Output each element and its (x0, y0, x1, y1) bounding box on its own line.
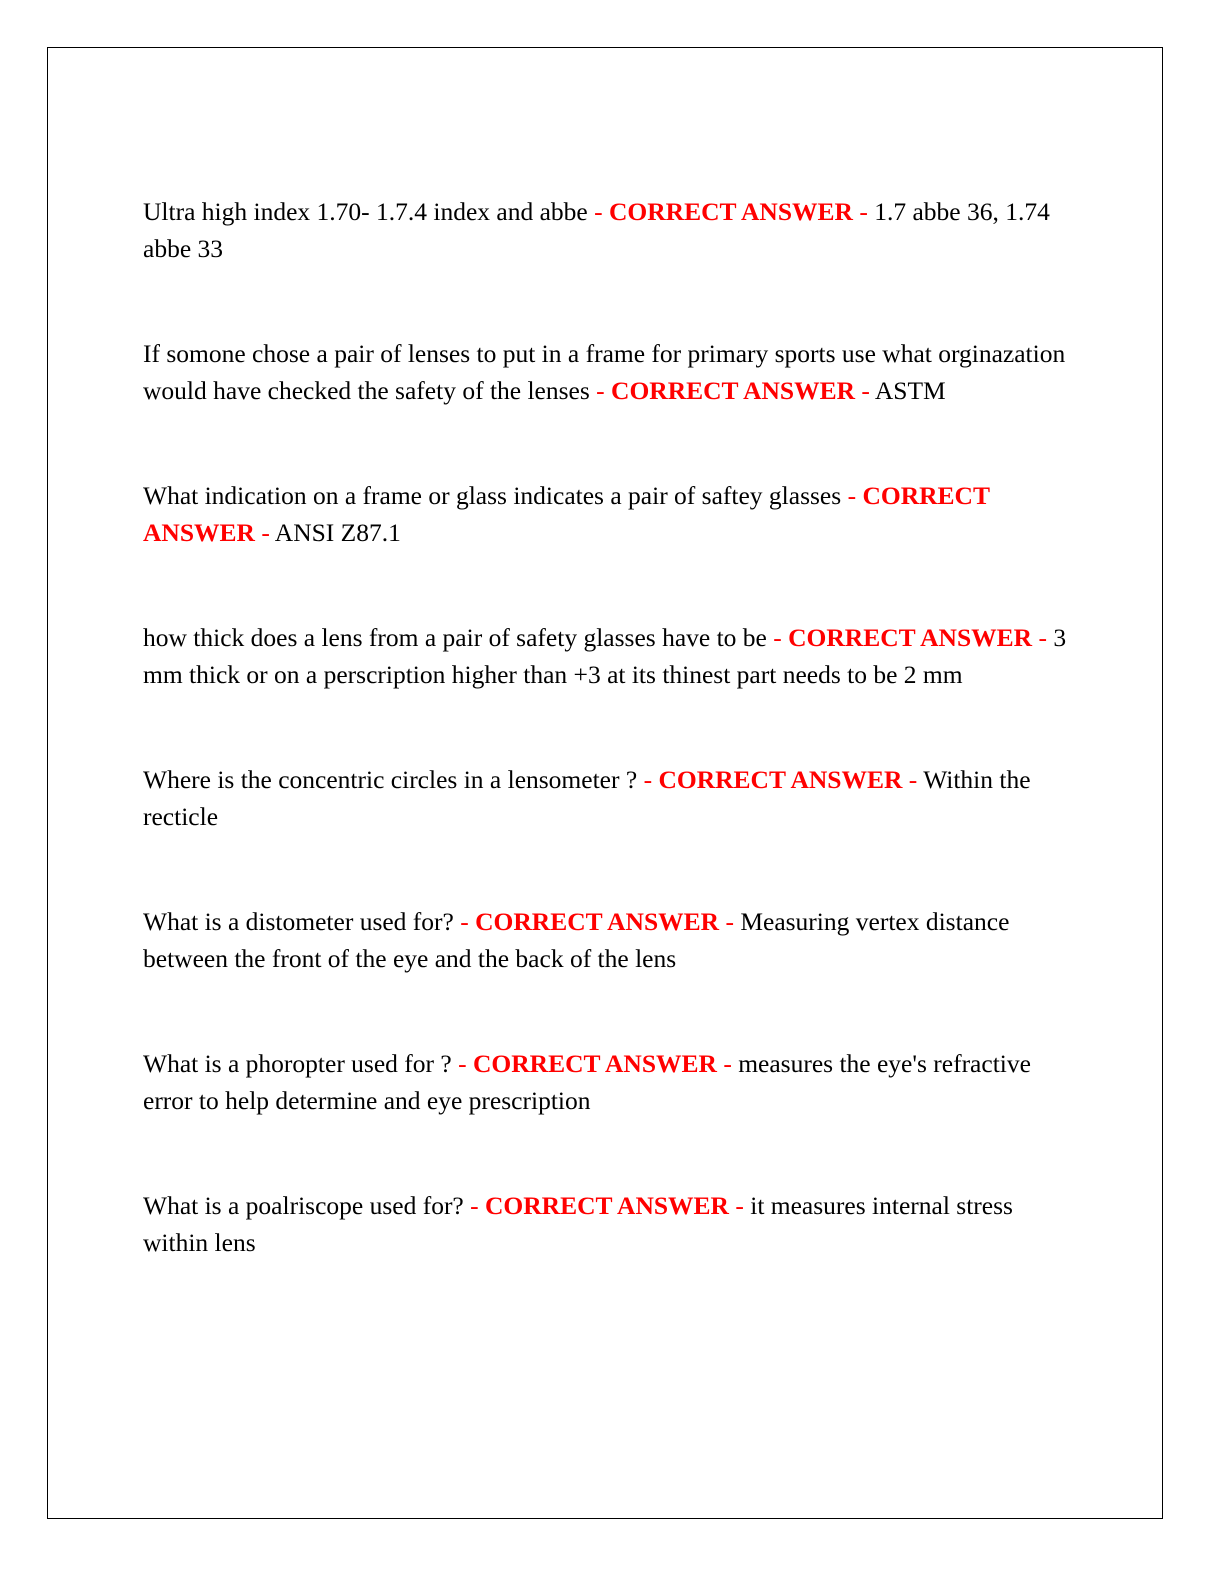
question-text: Where is the concentric circles in a lensometer ? (143, 765, 638, 794)
separator: - (596, 376, 605, 405)
separator: - (458, 1049, 467, 1078)
qa-item (143, 761, 1078, 835)
answer-text: it measures internal stress within lens (143, 1191, 1013, 1257)
qa-item (143, 619, 1078, 693)
answer-text: ASTM (874, 376, 946, 405)
qa-item (143, 903, 1078, 977)
qa-item (143, 1045, 1078, 1119)
question-text: What indication on a frame or glass indicates a pair of saftey glasses (143, 481, 842, 510)
separator: - (1038, 623, 1047, 652)
answer-label: CORRECT ANSWER (475, 907, 720, 936)
separator: - (773, 623, 782, 652)
answer-label: CORRECT ANSWER (485, 1191, 729, 1220)
separator: - (725, 907, 734, 936)
answer-text: 1.7 abbe 36, 1.74 abbe 33 (143, 197, 1050, 263)
document-body (143, 193, 1078, 1261)
separator: - (908, 765, 918, 794)
qa-item (143, 335, 1078, 409)
separator: - (847, 481, 857, 510)
separator: - (460, 907, 469, 936)
question-text: What is a distometer used for? (143, 907, 454, 936)
answer-label: CORRECT ANSWER (611, 376, 856, 405)
separator: - (594, 197, 603, 226)
question-text: What is a phoropter used for ? (143, 1049, 452, 1078)
answer-label: CORRECT ANSWER (472, 1049, 717, 1078)
separator: - (735, 1191, 744, 1220)
separator: - (861, 376, 870, 405)
separator: - (470, 1191, 479, 1220)
answer-label: CORRECT ANSWER (143, 481, 990, 547)
answer-text: Measuring vertex distance between the front of the eye and the back of the lens (143, 907, 1010, 973)
qa-item (143, 193, 1078, 267)
answer-text: measures the eye's refractive error to help determine and eye prescription (143, 1049, 1031, 1115)
question-text: Ultra high index 1.70- 1.7.4 index and abbe (143, 197, 588, 226)
answer-text: ANSI Z87.1 (274, 518, 401, 547)
answer-text: 3 mm thick or on a perscription higher than +3 at its thinest part needs to be 2 mm (143, 623, 1067, 689)
separator: - (261, 518, 270, 547)
question-text: how thick does a lens from a pair of safety glasses have to be (143, 623, 767, 652)
separator: - (723, 1049, 732, 1078)
question-text: What is a poalriscope used for? (143, 1191, 464, 1220)
separator: - (643, 765, 653, 794)
question-text: If somone chose a pair of lenses to put in a frame for primary sports use what orginazation would have checked the safety of the lenses (143, 339, 1066, 405)
separator: - (859, 197, 868, 226)
answer-text: Within the recticle (143, 765, 1031, 831)
qa-item (143, 477, 1078, 551)
qa-item (143, 1187, 1078, 1261)
answer-label: CORRECT ANSWER (658, 765, 903, 794)
answer-label: CORRECT ANSWER (608, 197, 853, 226)
answer-label: CORRECT ANSWER (788, 623, 1033, 652)
